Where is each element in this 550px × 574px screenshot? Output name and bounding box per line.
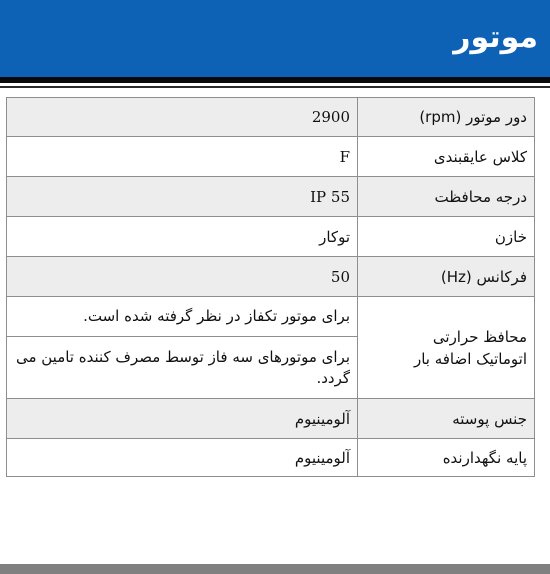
spec-value-note: برای موتور تکفاز در نظر گرفته شده است. — [7, 297, 358, 337]
table-row — [7, 257, 535, 297]
table-row — [7, 98, 535, 137]
table-row — [7, 177, 535, 217]
spec-label: جنس پوسته — [358, 399, 535, 439]
table-row — [7, 137, 535, 177]
spec-label-multiline — [358, 297, 535, 399]
spec-value: آلومینیوم — [7, 439, 358, 477]
header-divider-thin — [0, 86, 550, 88]
table-row — [7, 439, 535, 477]
spec-label: درجه محافظت — [358, 177, 535, 217]
header-divider-thick — [0, 77, 550, 83]
table-row — [7, 297, 535, 337]
section-header — [0, 0, 550, 77]
spec-label-line: اتوماتیک اضافه بار — [413, 349, 527, 368]
spec-value: 2900 — [7, 98, 358, 137]
spec-value: توکار — [7, 217, 358, 257]
footer-bar — [0, 564, 550, 574]
spec-label: کلاس عایقبندی — [358, 137, 535, 177]
spec-value: F — [7, 137, 358, 177]
spec-value-note: برای موتورهای سه فاز توسط مصرف کننده تامین می گردد. — [7, 337, 358, 399]
spec-label-line: محافظ حرارتی — [432, 327, 527, 346]
table-row — [7, 217, 535, 257]
spec-value: IP 55 — [7, 177, 358, 217]
spec-label: فرکانس (Hz) — [358, 257, 535, 297]
table-row — [7, 399, 535, 439]
spec-label: پایه نگهدارنده — [358, 439, 535, 477]
spec-value: آلومینیوم — [7, 399, 358, 439]
spec-label: خازن — [358, 217, 535, 257]
spec-table — [6, 97, 535, 477]
spec-value: 50 — [7, 257, 358, 297]
section-title: موتور — [453, 20, 538, 55]
spec-label: دور موتور (rpm) — [358, 98, 535, 137]
